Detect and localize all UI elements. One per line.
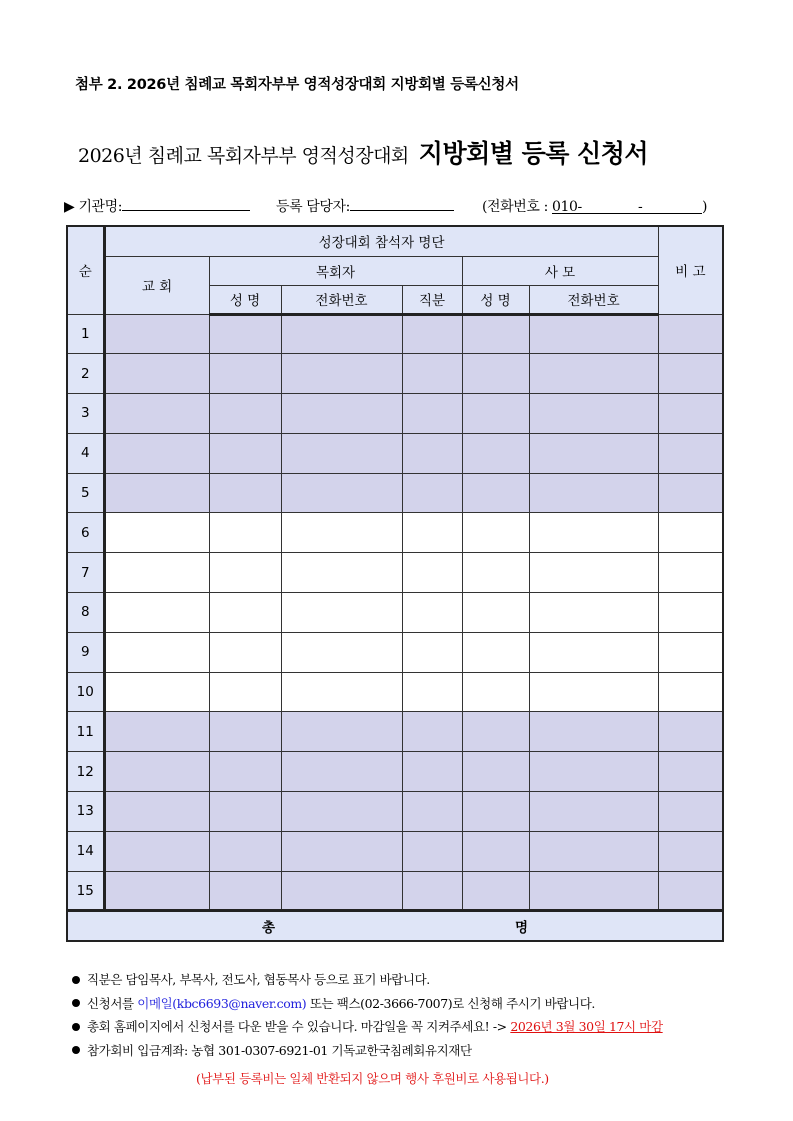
row-number: 15 (67, 871, 104, 911)
cell-pastor-phone[interactable] (281, 632, 402, 672)
cell-pastor-name[interactable] (209, 354, 281, 394)
cell-remarks[interactable] (658, 871, 723, 911)
cell-pastor-name[interactable] (209, 632, 281, 672)
cell-pastor-name[interactable] (209, 672, 281, 712)
cell-church[interactable] (104, 394, 209, 434)
row-number: 14 (67, 831, 104, 871)
cell-pastor-name[interactable] (209, 831, 281, 871)
cell-wife-name[interactable] (462, 672, 529, 712)
cell-pastor-phone[interactable] (281, 752, 402, 792)
cell-remarks[interactable] (658, 672, 723, 712)
row-number: 2 (67, 354, 104, 394)
table-row (67, 553, 723, 593)
cell-church[interactable] (104, 831, 209, 871)
row-number: 9 (67, 632, 104, 672)
cell-pastor-position[interactable] (402, 473, 462, 513)
cell-remarks[interactable] (658, 314, 723, 354)
cell-remarks[interactable] (658, 712, 723, 752)
row-number: 6 (67, 513, 104, 553)
cell-remarks[interactable] (658, 831, 723, 871)
cell-wife-phone[interactable] (529, 672, 658, 712)
notes-list (72, 970, 663, 1064)
cell-wife-phone[interactable] (529, 394, 658, 434)
cell-wife-phone[interactable] (529, 871, 658, 911)
cell-pastor-name[interactable] (209, 593, 281, 633)
header-pastor-position: 직분 (402, 285, 462, 314)
cell-wife-name[interactable] (462, 314, 529, 354)
table-row (67, 752, 723, 792)
cell-church[interactable] (104, 513, 209, 553)
cell-pastor-position[interactable] (402, 593, 462, 633)
cell-wife-phone[interactable] (529, 553, 658, 593)
row-number: 13 (67, 792, 104, 832)
row-number: 10 (67, 672, 104, 712)
org-field[interactable] (122, 196, 250, 211)
org-label: 기관명: (78, 199, 123, 215)
row-number: 7 (67, 553, 104, 593)
marker-icon: ▶ (64, 199, 75, 215)
cell-wife-name[interactable] (462, 792, 529, 832)
cell-pastor-name[interactable] (209, 752, 281, 792)
phone-prefix: 010- (552, 199, 582, 215)
cell-pastor-name[interactable] (209, 871, 281, 911)
total-label-left: 총 (261, 920, 276, 937)
cell-church[interactable] (104, 632, 209, 672)
cell-pastor-phone[interactable] (281, 831, 402, 871)
cell-pastor-position[interactable] (402, 433, 462, 473)
table-row (67, 354, 723, 394)
cell-pastor-name[interactable] (209, 394, 281, 434)
phone-label: (전화번호 : (482, 199, 548, 215)
row-number: 3 (67, 394, 104, 434)
cell-remarks[interactable] (658, 593, 723, 633)
cell-pastor-position[interactable] (402, 513, 462, 553)
cell-wife-name[interactable] (462, 831, 529, 871)
cell-pastor-phone[interactable] (281, 513, 402, 553)
cell-wife-phone[interactable] (529, 354, 658, 394)
cell-pastor-phone[interactable] (281, 394, 402, 434)
cell-pastor-phone[interactable] (281, 314, 402, 354)
row-number: 5 (67, 473, 104, 513)
cell-pastor-name[interactable] (209, 433, 281, 473)
cell-church[interactable] (104, 354, 209, 394)
cell-remarks[interactable] (658, 792, 723, 832)
table-row (67, 513, 723, 553)
cell-pastor-position[interactable] (402, 632, 462, 672)
cell-wife-name[interactable] (462, 871, 529, 911)
cell-wife-phone[interactable] (529, 831, 658, 871)
manager-label: 등록 담당자: (276, 199, 350, 215)
deadline-text: 2026년 3월 30일 17시 마감 (510, 1019, 663, 1034)
cell-pastor-name[interactable] (209, 553, 281, 593)
cell-pastor-position[interactable] (402, 871, 462, 911)
note-item: 참가회비 입금계좌: 농협 301-0307-6921-01 기독교한국침례회유지재단 (72, 1041, 663, 1065)
cell-wife-name[interactable] (462, 433, 529, 473)
cell-pastor-phone[interactable] (281, 473, 402, 513)
cell-remarks[interactable] (658, 473, 723, 513)
header-wife-group: 사 모 (462, 256, 658, 285)
cell-church[interactable] (104, 712, 209, 752)
cell-remarks[interactable] (658, 513, 723, 553)
cell-church[interactable] (104, 433, 209, 473)
bullet-icon (72, 976, 80, 984)
manager-field[interactable] (350, 196, 454, 211)
cell-pastor-phone[interactable] (281, 433, 402, 473)
title-prefix: 2026년 침례교 목회자부부 영적성장대회 (78, 145, 409, 167)
row-number: 12 (67, 752, 104, 792)
email-link[interactable]: 이메일(kbc6693@naver.com) (137, 995, 307, 1011)
table-row (67, 792, 723, 832)
header-remarks: 비 고 (658, 226, 723, 314)
cell-remarks[interactable] (658, 553, 723, 593)
phone-field[interactable] (552, 199, 702, 214)
cell-church[interactable] (104, 593, 209, 633)
registration-table (66, 225, 724, 942)
note-item: 신청서를 이메일(kbc6693@naver.com) 또는 팩스(02-3666-7007)로 신청해 주시기 바랍니다. (72, 994, 663, 1018)
cell-remarks[interactable] (658, 394, 723, 434)
cell-pastor-name[interactable] (209, 513, 281, 553)
attachment-label: 첨부 2. 2026년 침례교 목회자부부 영적성장대회 지방회별 등록신청서 (75, 77, 519, 93)
cell-wife-phone[interactable] (529, 712, 658, 752)
row-number: 8 (67, 593, 104, 633)
row-number: 4 (67, 433, 104, 473)
cell-wife-phone[interactable] (529, 792, 658, 832)
cell-pastor-position[interactable] (402, 752, 462, 792)
table-row (67, 831, 723, 871)
title-main: 지방회별 등록 신청서 (418, 139, 649, 168)
cell-wife-name[interactable] (462, 394, 529, 434)
attendee-rows (67, 314, 723, 911)
header-pastor-name: 성 명 (209, 285, 281, 314)
header-group-title: 성장대회 참석자 명단 (104, 226, 658, 256)
total-row (67, 911, 723, 942)
cell-wife-phone[interactable] (529, 314, 658, 354)
table-row (67, 632, 723, 672)
header-pastor-group: 목회자 (209, 256, 462, 285)
note-item: 직분은 담임목사, 부목사, 전도사, 협동목사 등으로 표기 바랍니다. (72, 970, 663, 994)
phone-dash: - (638, 199, 643, 215)
table-row (67, 314, 723, 354)
cell-church[interactable] (104, 792, 209, 832)
cell-pastor-position[interactable] (402, 831, 462, 871)
cell-wife-name[interactable] (462, 473, 529, 513)
cell-wife-name[interactable] (462, 593, 529, 633)
table-row (67, 473, 723, 513)
cell-wife-phone[interactable] (529, 433, 658, 473)
cell-pastor-phone[interactable] (281, 672, 402, 712)
cell-pastor-position[interactable] (402, 712, 462, 752)
refund-notice: (납부된 등록비는 일체 반환되지 않으며 행사 후원비로 사용됩니다.) (196, 1071, 549, 1086)
cell-pastor-name[interactable] (209, 314, 281, 354)
page-title (78, 134, 648, 170)
cell-pastor-phone[interactable] (281, 354, 402, 394)
cell-wife-phone[interactable] (529, 513, 658, 553)
cell-church[interactable] (104, 314, 209, 354)
cell-pastor-phone[interactable] (281, 553, 402, 593)
cell-remarks[interactable] (658, 433, 723, 473)
cell-wife-name[interactable] (462, 513, 529, 553)
cell-pastor-phone[interactable] (281, 792, 402, 832)
table-row (67, 433, 723, 473)
bullet-icon (72, 1023, 80, 1031)
table-row (67, 394, 723, 434)
cell-wife-name[interactable] (462, 752, 529, 792)
cell-pastor-position[interactable] (402, 672, 462, 712)
cell-wife-phone[interactable] (529, 752, 658, 792)
cell-pastor-name[interactable] (209, 473, 281, 513)
cell-wife-name[interactable] (462, 553, 529, 593)
cell-wife-phone[interactable] (529, 593, 658, 633)
cell-pastor-position[interactable] (402, 553, 462, 593)
cell-wife-name[interactable] (462, 712, 529, 752)
cell-pastor-position[interactable] (402, 314, 462, 354)
cell-church[interactable] (104, 672, 209, 712)
cell-wife-phone[interactable] (529, 632, 658, 672)
cell-wife-name[interactable] (462, 632, 529, 672)
header-seq: 순 (67, 226, 104, 314)
cell-church[interactable] (104, 473, 209, 513)
cell-church[interactable] (104, 553, 209, 593)
cell-pastor-name[interactable] (209, 792, 281, 832)
cell-pastor-name[interactable] (209, 712, 281, 752)
cell-remarks[interactable] (658, 354, 723, 394)
cell-pastor-phone[interactable] (281, 871, 402, 911)
header-church: 교 회 (104, 256, 209, 314)
cell-church[interactable] (104, 871, 209, 911)
table-row (67, 871, 723, 911)
table-row (67, 593, 723, 633)
header-wife-name: 성 명 (462, 285, 529, 314)
row-number: 11 (67, 712, 104, 752)
cell-pastor-position[interactable] (402, 354, 462, 394)
cell-church[interactable] (104, 752, 209, 792)
bullet-icon (72, 1046, 80, 1054)
phone-close: ) (702, 199, 708, 215)
table-row (67, 712, 723, 752)
row-number: 1 (67, 314, 104, 354)
cell-remarks[interactable] (658, 752, 723, 792)
note-item: 총회 홈페이지에서 신청서를 다운 받을 수 있습니다. 마감일을 꼭 지켜주세요! -> 2026년 3월 30일 17시 마감 (72, 1017, 663, 1041)
cell-remarks[interactable] (658, 632, 723, 672)
total-label-right: 명 (515, 920, 529, 937)
table-row (67, 672, 723, 712)
cell-pastor-position[interactable] (402, 394, 462, 434)
cell-pastor-phone[interactable] (281, 593, 402, 633)
header-wife-phone: 전화번호 (529, 285, 658, 314)
cell-pastor-phone[interactable] (281, 712, 402, 752)
bullet-icon (72, 999, 80, 1007)
cell-pastor-position[interactable] (402, 792, 462, 832)
header-pastor-phone: 전화번호 (281, 285, 402, 314)
cell-wife-phone[interactable] (529, 473, 658, 513)
cell-wife-name[interactable] (462, 354, 529, 394)
